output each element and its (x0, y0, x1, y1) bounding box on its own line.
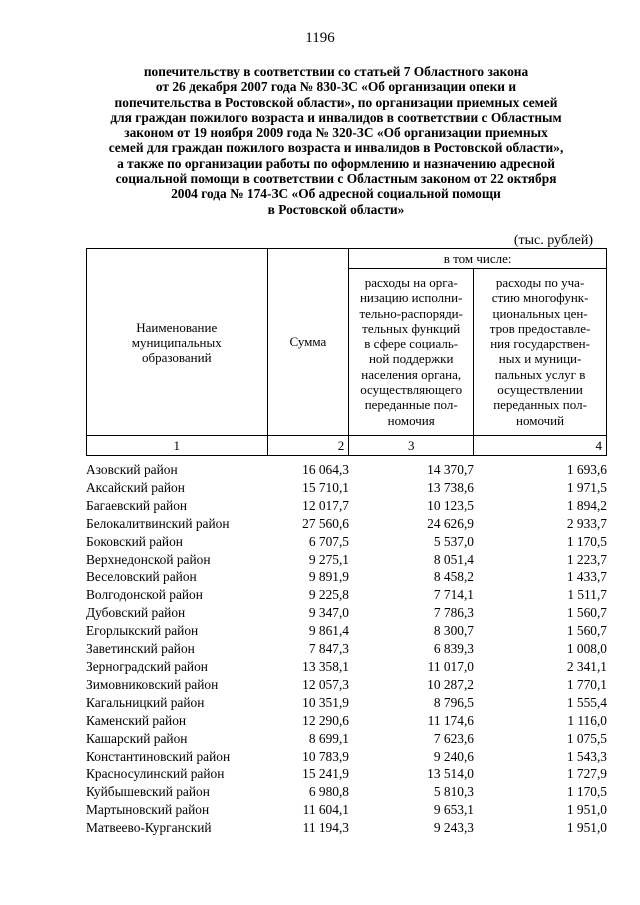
row-sum: 12 017,7 (302, 497, 349, 513)
row-col4: 1 770,1 (566, 676, 607, 692)
document-title (80, 64, 592, 217)
table-row (86, 551, 607, 569)
row-sum: 11 194,3 (302, 820, 349, 836)
row-col4: 1 511,7 (567, 587, 607, 603)
row-name: Зимовниковский район (86, 676, 219, 692)
table-row (86, 730, 607, 748)
header-number-3: 3 (349, 436, 474, 456)
row-col4: 1 560,7 (566, 605, 607, 621)
row-sum: 16 064,3 (302, 462, 349, 477)
table-row (86, 533, 607, 551)
row-sum: 12 057,3 (302, 676, 349, 692)
row-sum: 9 347,0 (308, 605, 349, 621)
table-row (86, 497, 607, 515)
row-col4: 1 693,6 (566, 462, 607, 477)
row-sum: 7 847,3 (308, 641, 349, 657)
title-line: 2004 года № 174-ЗС «Об адресной социальной помощи (171, 186, 501, 202)
table-row (86, 676, 607, 694)
row-name: Кашарский район (86, 730, 188, 746)
row-sum: 13 358,1 (302, 658, 349, 674)
row-col4: 1 170,5 (566, 784, 607, 800)
row-sum: 27 560,6 (302, 515, 349, 531)
row-col4: 1 727,9 (566, 766, 607, 782)
row-col3: 13 738,6 (427, 479, 474, 495)
row-col3: 8 458,2 (433, 569, 474, 585)
row-name: Волгодонской район (86, 587, 203, 603)
title-line: в Ростовской области» (267, 201, 405, 217)
row-name: Азовский район (86, 462, 178, 477)
table-row (86, 658, 607, 676)
header-number-1: 1 (87, 436, 268, 456)
row-col3: 9 653,1 (433, 802, 474, 818)
title-line: для граждан пожилого возраста и инвалидов в соответствии с Областным (110, 109, 562, 125)
row-col4: 2 341,1 (566, 658, 607, 674)
table-row (86, 783, 607, 801)
row-name: Куйбышевский район (86, 784, 210, 800)
row-sum: 10 351,9 (302, 694, 349, 710)
table-row (86, 622, 607, 640)
row-col3: 11 174,6 (427, 712, 474, 728)
title-line: попечительства в Ростовской области», по организации приемных семей (114, 94, 558, 110)
row-col3: 7 714,1 (433, 587, 474, 603)
table-row (86, 479, 607, 497)
row-col3: 7 623,6 (433, 730, 474, 746)
header-col4-cell: расходы по уча- стию многофунк- циональных цен- тров предоставле- ния государствен- ных и муници- пальных услуг в осуществлении переданных пол- номочий (474, 269, 607, 436)
row-col4: 2 933,7 (566, 515, 607, 531)
title-line: а также по организации работы по оформлению и назначению адресной (117, 155, 555, 171)
row-name: Верхнедонской район (86, 551, 211, 567)
row-col4: 1 951,0 (566, 820, 607, 836)
row-sum: 6 707,5 (308, 533, 349, 549)
row-name: Белокалитвинский район (86, 515, 230, 531)
row-col3: 14 370,7 (427, 462, 474, 477)
row-col4: 1 951,0 (566, 802, 607, 818)
row-sum: 9 891,9 (308, 569, 349, 585)
row-col3: 24 626,9 (427, 515, 474, 531)
row-col3: 13 514,0 (427, 766, 474, 782)
table-row (86, 748, 607, 766)
row-col3: 5 537,0 (433, 533, 474, 549)
data-table (86, 461, 607, 837)
table-row (86, 515, 607, 533)
row-col3: 8 796,5 (433, 694, 474, 710)
row-col4: 1 170,5 (566, 533, 607, 549)
row-col3: 5 810,3 (433, 784, 474, 800)
row-col4: 1 433,7 (566, 569, 607, 585)
row-sum: 9 275,1 (308, 551, 349, 567)
row-name: Веселовский район (86, 569, 197, 585)
table-row (86, 819, 607, 837)
units-label: (тыс. рублей) (513, 233, 593, 248)
row-name: Заветинский район (86, 641, 195, 657)
header-name-cell: Наименование муниципальных образований (87, 249, 268, 436)
row-sum: 12 290,6 (302, 712, 349, 728)
row-col4: 1 560,7 (566, 623, 607, 639)
row-name: Кагальницкий район (86, 694, 205, 710)
row-name: Матвеево-Курганский (86, 820, 212, 836)
row-col3: 10 287,2 (427, 676, 474, 692)
row-col4: 1 116,0 (567, 712, 607, 728)
header-number-4: 4 (474, 436, 607, 456)
table-header (86, 248, 607, 456)
row-sum: 8 699,1 (308, 730, 349, 746)
row-col4: 1 075,5 (566, 730, 607, 746)
row-sum: 11 604,1 (302, 802, 349, 818)
title-line: социальной помощи в соответствии с Областным законом от 22 октября (115, 171, 557, 187)
header-col3-cell: расходы на орга- низацию исполни- тельно-распоряди- тельных функций в сфере социаль- ной поддержки населения органа, осуществляющего переданные пол- номочия (349, 269, 474, 436)
title-line: семей для граждан пожилого возраста и инвалидов в Ростовской области», (108, 140, 564, 156)
row-sum: 9 225,8 (308, 587, 349, 603)
row-sum: 6 980,8 (308, 784, 349, 800)
table-row (86, 568, 607, 586)
title-line: законом от 19 ноября 2009 года № 320-ЗС «Об организации приемных (124, 125, 548, 141)
header-number-2: 2 (267, 436, 349, 456)
row-name: Аксайский район (86, 479, 185, 495)
row-name: Багаевский район (86, 497, 188, 513)
row-name: Егорлыкский район (86, 623, 199, 639)
row-col3: 6 839,3 (433, 641, 474, 657)
row-col4: 1 543,3 (566, 748, 607, 764)
row-col4: 1 555,4 (566, 694, 607, 710)
row-sum: 15 710,1 (302, 479, 349, 495)
row-col3: 11 017,0 (427, 658, 474, 674)
row-col3: 8 051,4 (433, 551, 474, 567)
row-name: Константиновский район (86, 748, 231, 764)
row-name: Зерноградский район (86, 658, 208, 674)
title-line: от 26 декабря 2007 года № 830-ЗС «Об организации опеки и (155, 79, 517, 95)
table-row (86, 712, 607, 730)
row-col4: 1 008,0 (566, 641, 607, 657)
row-sum: 10 783,9 (302, 748, 349, 764)
row-col3: 9 243,3 (433, 820, 474, 836)
row-name: Красносулинский район (86, 766, 225, 782)
row-sum: 9 861,4 (308, 623, 349, 639)
table-row (86, 801, 607, 819)
table-row (86, 694, 607, 712)
row-col3: 7 786,3 (433, 605, 474, 621)
table-row (86, 604, 607, 622)
page-number: 1196 (305, 30, 335, 46)
row-sum: 15 241,9 (302, 766, 349, 782)
row-name: Мартыновский район (86, 802, 210, 818)
header-including-cell: в том числе: (349, 249, 607, 269)
row-col3: 8 300,7 (433, 623, 474, 639)
row-name: Каменский район (86, 712, 187, 728)
header-sum-cell: Сумма (267, 249, 349, 436)
table-row (86, 640, 607, 658)
row-col3: 10 123,5 (427, 497, 474, 513)
row-col4: 1 894,2 (566, 497, 607, 513)
table-row (86, 461, 607, 479)
title-line: попечительству в соответствии со статьей 7 Областного закона (143, 64, 529, 79)
table-body (86, 461, 607, 837)
row-name: Боковский район (86, 533, 183, 549)
row-col3: 9 240,6 (433, 748, 474, 764)
row-col4: 1 223,7 (566, 551, 607, 567)
table-row (86, 765, 607, 783)
row-col4: 1 971,5 (566, 479, 607, 495)
row-name: Дубовский район (86, 605, 186, 621)
table-row (86, 586, 607, 604)
